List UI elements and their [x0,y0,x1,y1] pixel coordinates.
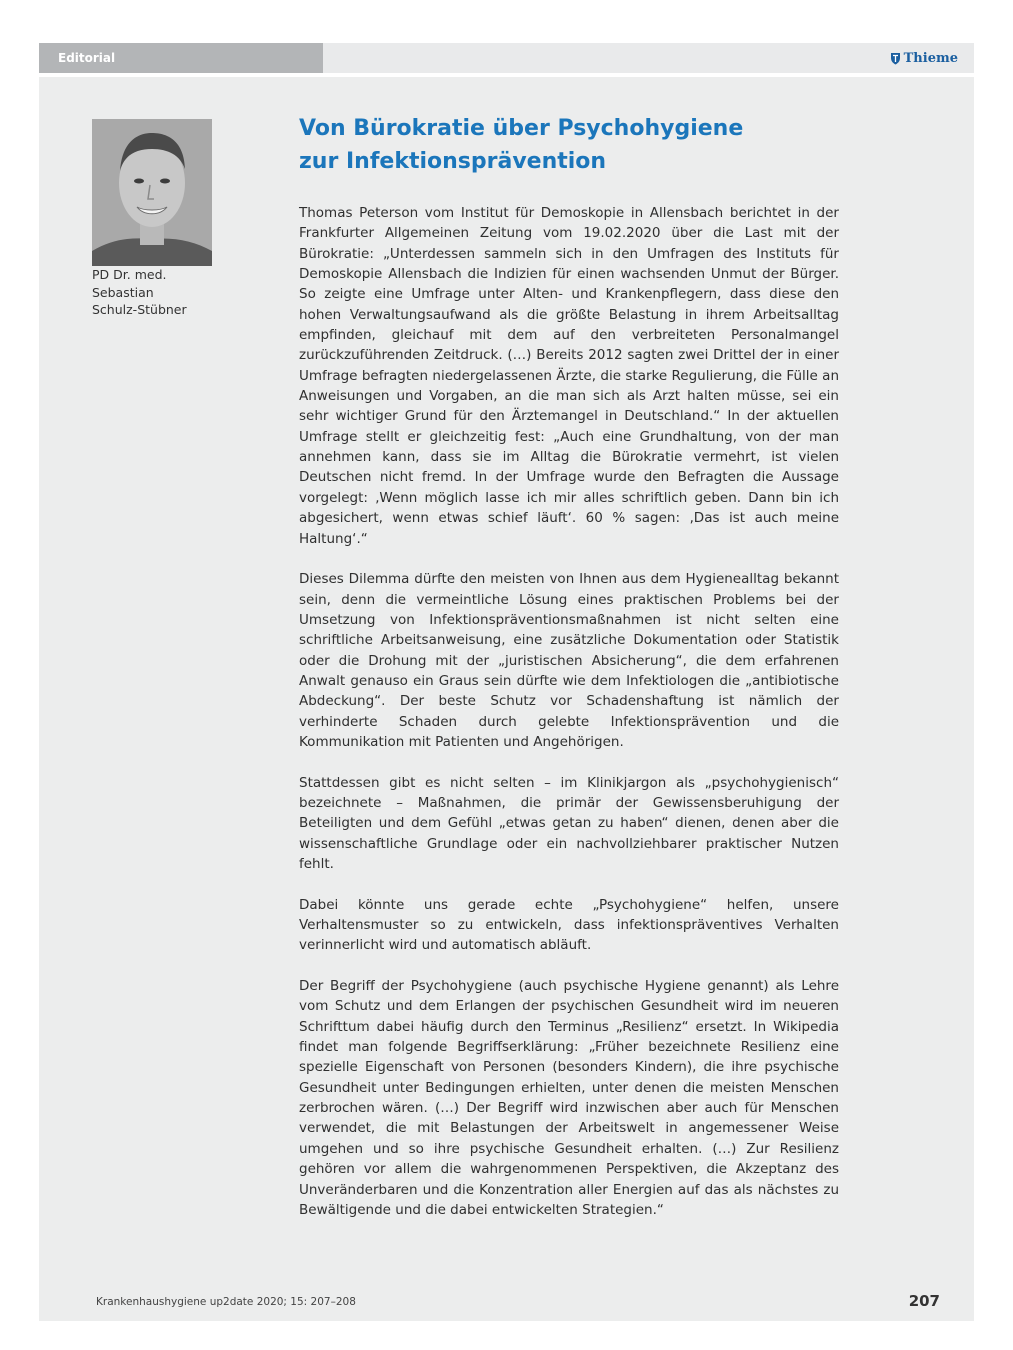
article-title-line: zur Infektionsprävention [299,149,607,174]
section-label: Editorial [39,43,323,73]
article-paragraph: Stattdessen gibt es nicht selten – im Klinikjargon als „psychohygienisch“ bezeichnete – Maßnahmen, die primär der Gewissensberuhigung der Beteiligten und dem Gefühl „etwas getan zu haben“ dienen, denen aber die wissenschaftliche Grundlage oder ein nachvollziehbarer praktischer Nutzen fehlt. [299,774,839,872]
article-paragraph: Thomas Peterson vom Institut für Demoskopie in Allensbach berichtet in der Frankfurter Allgemeinen Zeitung vom 19.02.2020 über die Last mit der Bürokratie: „Unterdessen sammeln sich in den Umfragen des Instituts für Demoskopie Allensbach die Indizien für einen wachsenden Unmut der Bürger. So zeigte eine Umfrage unter Alten- und Krankenpflegern, dass diese den hohen Verwaltungsaufwand als die größte Belastung in ihrem Arbeitsalltag empfinden, gleichauf mit dem auf den verbreiteten Personalmangel zurückzuführenden Zeitdruck. (…) Bereits 2012 sagten zwei Drittel der in einer Umfrage befragten niedergelassenen Ärzte, die starke Regulierung, die Fülle an Anweisungen und Vorgaben, an die man sich als Arzt halten müsse, sei ein sehr wichtiger Grund für den Ärztemangel in Deutschland.“ In der aktuellen Umfrage stellt er gleichzeitig fest: „Auch eine Grundhaltung, von der man annehmen kann, dass sie im Alltag die Bürokratie vermehrt, ist vielen Deutschen nicht fremd. In der Umfrage wurde den Befragten die Aussage vorgelegt: ‚Wenn möglich lasse ich mir alles schriftlich geben. Dann bin ich abgesichert, wenn etwas schief läuft‘. 60 % sagen: ‚Das ist auch meine Haltung‘.“ [299,205,839,547]
author-name-line: Sebastian [92,284,154,300]
author-photo [92,119,212,266]
article-title [299,112,859,178]
article-body [299,203,839,1241]
brand-name: Thieme [903,50,958,66]
author-name [92,266,242,319]
article-paragraph: Der Begriff der Psychohygiene (auch psychische Hygiene genannt) als Lehre vom Schutz und dem Erlangen der psychischen Gesundheit wird im neueren Schrifttum dabei häufig durch den Terminus „Resilienz“ ersetzt. In Wikipedia findet man folgende Begriffserklärung: „Früher bezeichnete Resilienz eine spezielle Eigenschaft von Personen (besonders Kindern), die ihre psychische Gesundheit unter Bedingungen erhielten, unter denen die meisten Menschen zerbrochen wären. (…) Der Begriff wird inzwischen aber auch für Menschen verwendet, die mit Belastungen der Arbeitswelt in angemessener Weise umgehen und so ihre psychische Gesundheit erhalten. (…) Zur Resilienz gehören vor allem die wahrgenommenen Perspektiven, die Akzeptanz des Unveränderbaren und die Konzentration aller Energien auf das als nächstes zu Bewältigende und die dabei entwickelten Strategien.“ [299,978,839,1218]
author-name-line: PD Dr. med. [92,267,167,282]
journal-citation: Krankenhaushygiene up2date 2020; 15: 207–208 [96,1296,356,1308]
author-name-line: Schulz-Stübner [92,302,187,317]
publisher-brand [890,43,958,73]
article-paragraph: Dieses Dilemma dürfte den meisten von Ihnen aus dem Hygienealltag bekannt sein, denn die vermeintliche Lösung eines praktischen Problems bei der Umsetzung von Infektionspräventionsmaßnahmen ist nicht selten eine schriftliche Arbeitsanweisung, eine zusätzliche Dokumentation oder Statistik oder die Drohung mit der „juristischen Absicherung“, die dem erfahrenen Anwalt genauso ein Graus sein dürfte wie dem Infektiologen die „antibiotische Abdeckung“. Der beste Schutz vor Schadenshaftung ist nämlich der verhinderte Schaden durch gelebte Infektionsprävention und die Kommunikation mit Patienten und Angehörigen. [299,571,839,750]
page-number: 207 [908,1292,940,1310]
thieme-logo-icon [890,52,901,65]
author-portrait [92,119,212,266]
article-paragraph: Dabei könnte uns gerade echte „Psychohygiene“ helfen, unsere Verhaltensmuster so zu entwickeln, dass infektionspräventives Verhalten verinnerlicht wird und automatisch abläuft. [299,896,839,954]
article-title-line: Von Bürokratie über Psychohygiene [299,116,744,141]
page-header [39,43,974,73]
